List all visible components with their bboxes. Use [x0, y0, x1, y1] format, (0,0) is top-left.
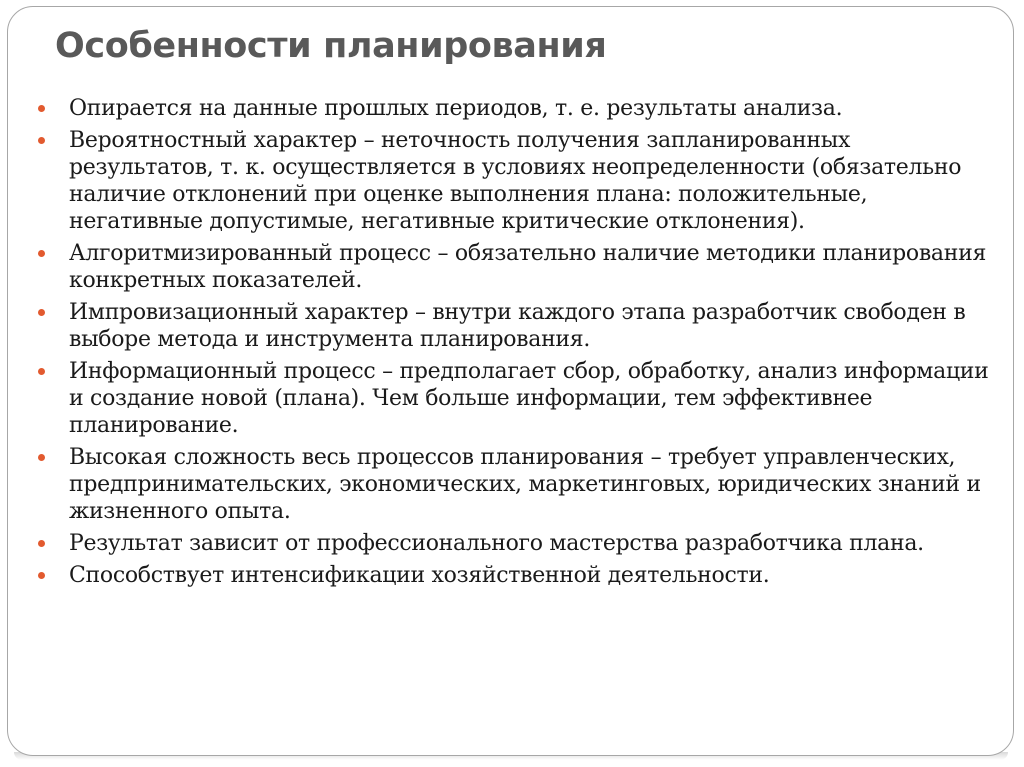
bullet-item: [36, 444, 994, 525]
bullet-list: [36, 95, 994, 594]
bullet-text: Вероятностный характер – неточность получения запланированных результатов, т. к. осуществляется в условиях неопределенности (обязательно наличие отклонений при оценке выполнения плана: положительные, негативные допустимые, негативные критические отклонения).: [69, 128, 962, 234]
bullet-dot-icon: [38, 137, 45, 144]
bullet-text: Информационный процесс – предполагает сбор, обработку, анализ информации и создание новой (плана). Чем больше информации, тем эффективнее планирование.: [69, 359, 989, 438]
bullet-item: [36, 530, 994, 557]
bullet-text: Способствует интенсификации хозяйственной деятельности.: [69, 563, 770, 588]
slide-title: Особенности планирования: [55, 26, 607, 66]
bullet-dot-icon: [38, 250, 45, 257]
bullet-text: Высокая сложность весь процессов планирования – требует управленческих, предпринимательских, экономических, маркетинговых, юридических знаний и жизненного опыта.: [69, 445, 981, 524]
bullet-dot-icon: [38, 540, 45, 547]
bullet-dot-icon: [38, 105, 45, 112]
bullet-text: Результат зависит от профессионального мастерства разработчика плана.: [69, 531, 924, 556]
bullet-dot-icon: [38, 454, 45, 461]
bullet-item: [36, 95, 994, 122]
bullet-text: Импровизационный характер – внутри каждого этапа разработчик свободен в выборе метода и инструмента планирования.: [69, 300, 966, 352]
bullet-dot-icon: [38, 309, 45, 316]
bullet-text: Алгоритмизированный процесс – обязательно наличие методики планирования конкретных показателей.: [69, 241, 987, 293]
bullet-item: [36, 240, 994, 294]
bullet-item: [36, 299, 994, 353]
bullet-item: [36, 562, 994, 589]
bullet-item: [36, 358, 994, 439]
bullet-item: [36, 127, 994, 235]
bullet-dot-icon: [38, 572, 45, 579]
bullet-text: Опирается на данные прошлых периодов, т. е. результаты анализа.: [69, 96, 843, 121]
bullet-dot-icon: [38, 368, 45, 375]
